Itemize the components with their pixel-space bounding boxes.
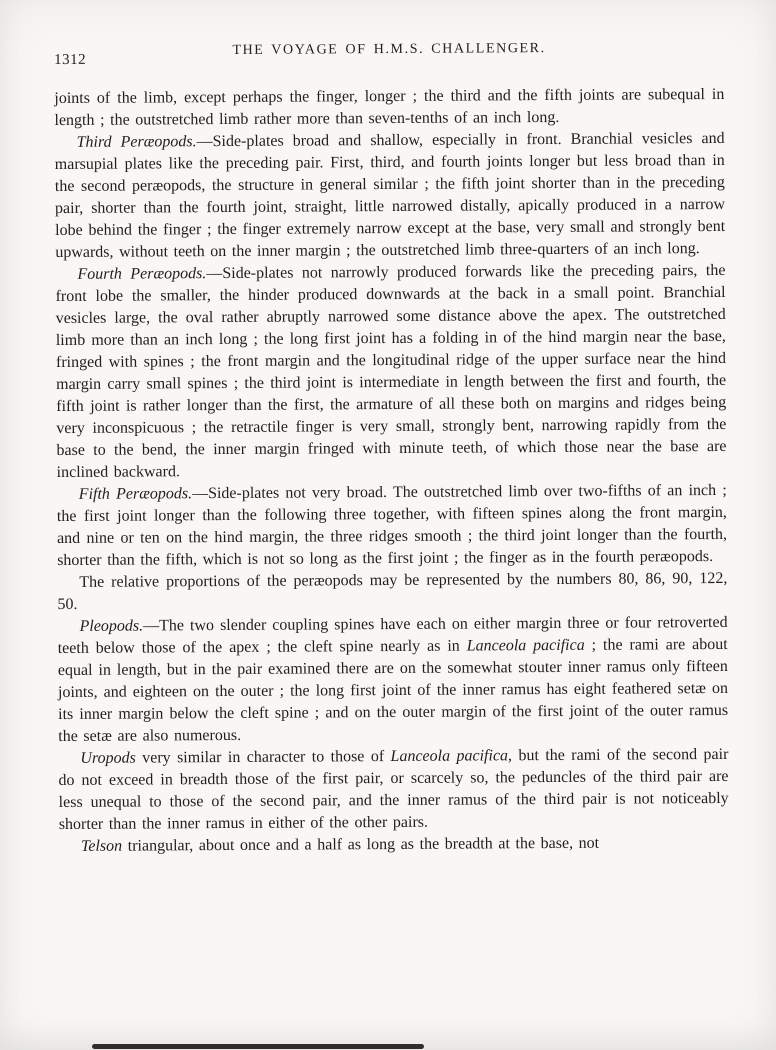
italic-text: Lanceola pacifica <box>466 636 585 655</box>
running-title: THE VOYAGE OF H.M.S. CHALLENGER. <box>232 41 546 58</box>
italic-text: Telson <box>80 837 123 855</box>
body-text-segment: —Side-plates not narrowly produced forwards like the preceding pairs, the front lobe the smaller, the hinder produced downwards at the back in a small point. Branchial vesicles large, the oval rather abruptly narrowed some distance above the apex. The outstretched limb more than an inch long ; the long first joint has a folding in of the hind margin near the base, fringed with spines ; the front margin and the longitudinal ridge of the upper surface near the hind margin carry small spines ; the third joint is intermediate in length between the first and fourth, the fifth joint is rather longer than the first, the armature of all these both on margins and ridges being very inconspicuous ; the retractile finger is very small, strongly bent, narrowing rapidly from the base to the bend, the inner margin fringed with minute teeth, of which those near the base are inclined backward. <box>55 261 727 482</box>
page-header <box>54 38 724 80</box>
italic-text: Uropods <box>80 749 136 767</box>
body-text-segment: —The two slender coupling spines have each on either margin three or four retroverted teeth below those of the apex ; the cleft spine nearly as in <box>57 613 728 658</box>
paragraph <box>59 832 729 858</box>
paragraph <box>57 568 727 616</box>
paragraph <box>55 128 726 264</box>
italic-text: Third Peræopods. <box>76 133 197 151</box>
italic-text: Lanceola pacifica <box>390 747 509 766</box>
page-content <box>54 38 729 858</box>
paragraph <box>58 744 729 836</box>
body-text-segment: —Side-plates broad and shallow, especially in front. Branchial vesicles and marsupial plates like the preceding pair. First, third, and fourth joints longer but less broad than in the second peræopods, the structure in general similar ; the fifth joint shorter than in the preceding pair, shorter than the fourth joint, straight, little narrowed distally, apically produced in a narrow lobe behind the finger ; the finger extremely narrow except at the base, very small and strongly bent upwards, without teeth on the inner margin ; the outstretched limb three-quarters of an inch long. <box>54 129 726 262</box>
italic-text: Fourth Peræopods. <box>77 265 207 283</box>
page-number: 1312 <box>54 51 87 69</box>
body-text-segment: , but the rami of the second pair do not exceed in breadth those of the first pair, or scarcely so, the peduncles of the third pair are less unequal to those of the second pair, and the inner ramus of the third pair is not noticeably shorter than the inner ramus in either of the other pairs. <box>58 745 729 834</box>
paragraph <box>57 480 728 572</box>
body-text-segment: very similar in character to those of <box>135 748 391 767</box>
scan-artifact-bottom-bar <box>92 1044 424 1049</box>
body-text-segment: —Side-plates not very broad. The outstretched limb over two-fifths of an inch ; the first joint longer than the following three together, with fifteen spines along the front margin, and nine or ten on the hind margin, the three ridges smooth ; the third joint longer than the fourth, shorter than the fifth, which is not so long as the first joint ; the finger as in the fourth peræopods. <box>56 481 728 570</box>
italic-text: Fifth Peræopods. <box>78 485 193 503</box>
body-text-segment: The relative proportions of the peræopods may be represented by the numbers 80, 86, 90, 122, 50. <box>57 569 728 614</box>
body-text-segment: triangular, about once and a half as long as the breadth at the base, not <box>122 834 600 855</box>
body-text-segment: joints of the limb, except perhaps the finger, longer ; the third and the fifth joints are subequal in length ; the outstretched limb rather more than seven-tenths of an inch long. <box>54 85 725 130</box>
paragraph <box>55 260 726 484</box>
italic-text: Pleopods. <box>79 617 144 635</box>
paragraph <box>54 84 724 132</box>
document-body <box>54 84 729 858</box>
paragraph <box>58 612 729 748</box>
body-text-segment: ; the rami are about equal in length, but in the pair examined there are on the somewhat stouter inner ramus only fifteen joints, and eighteen on the outer ; the long first joint of the inner ramus has eight feathered setæ on its inner margin below the cleft spine ; and on the outer margin of the first joint of the outer ramus the setæ are also numerous. <box>57 635 729 746</box>
